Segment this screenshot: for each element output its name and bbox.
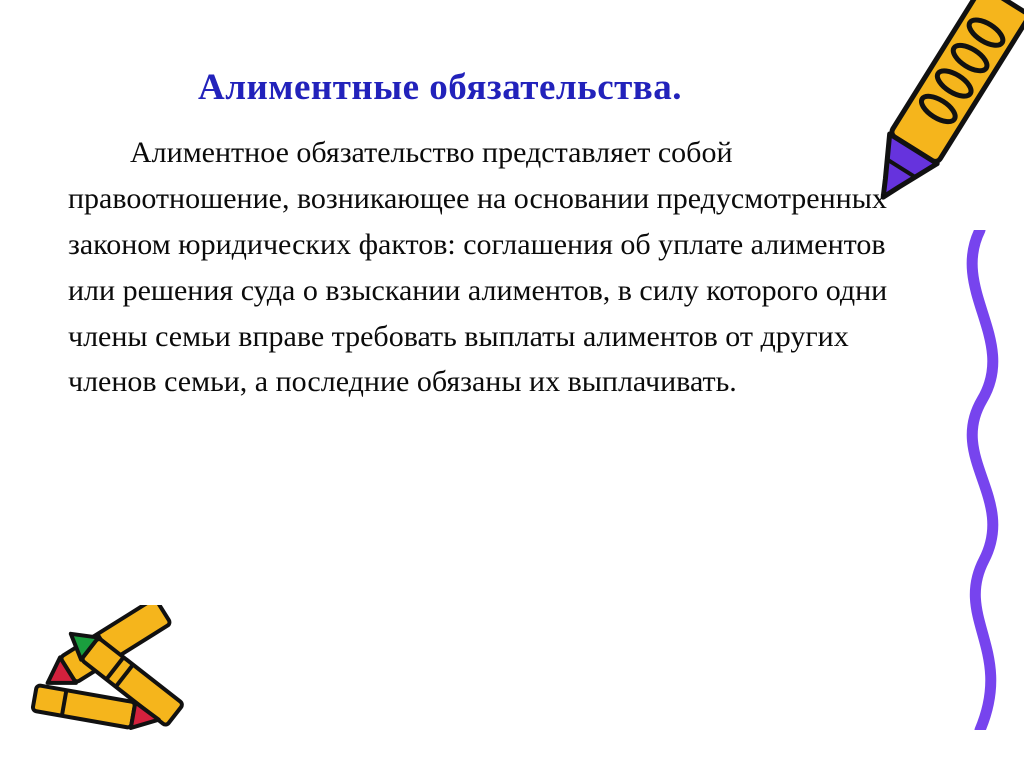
pencils-icon — [20, 605, 240, 755]
slide-body-text: Алиментное обязательство представляет собой правоотношение, возникающее на основании предусмотренных законом юридических фактов: соглашения об уплате алиментов или решения суда о взыскании алиментов, в силу которого одни члены семьи вправе требовать выплаты алиментов от других членов семьи, а последние обязаны их выплачивать. — [68, 136, 888, 399]
page-title: Алиментные обязательства. — [197, 66, 683, 108]
wave-line-decoration — [940, 230, 1024, 730]
